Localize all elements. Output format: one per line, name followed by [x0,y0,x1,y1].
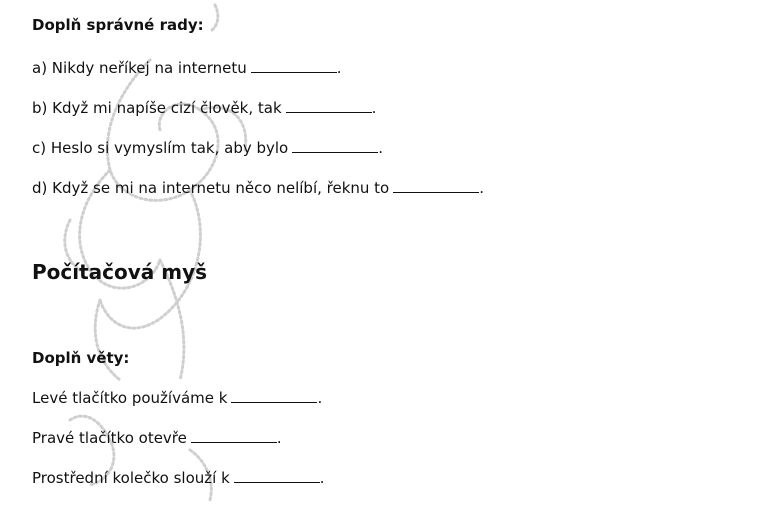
sentence-end: . [317,389,323,407]
section2-instruction: Doplň věty: [32,349,130,367]
sentence-end: . [336,59,342,77]
advice-item [32,178,484,198]
section2-title: Počítačová myš [32,260,208,284]
sentence-end: . [479,179,485,197]
advice-item [32,98,376,118]
advice-item-text: a) Nikdy neříkej na internetu [32,59,247,77]
sentence-end: . [378,139,384,157]
advice-item-text: b) Když mi napíše cizí člověk, tak [32,99,282,117]
advice-item [32,138,383,158]
sentence-end: . [276,429,282,447]
answer-blank[interactable] [191,428,277,443]
mouse-sentence [32,428,282,448]
answer-blank[interactable] [286,98,372,113]
answer-blank[interactable] [251,58,337,73]
mouse-sentence-text: Prostřední kolečko slouží k [32,469,230,487]
answer-blank[interactable] [292,138,378,153]
mouse-sentence-text: Levé tlačítko používáme k [32,389,228,407]
mouse-sentence-text: Pravé tlačítko otevře [32,429,187,447]
sentence-end: . [319,469,325,487]
answer-blank[interactable] [234,468,320,483]
sentence-end: . [371,99,377,117]
answer-blank[interactable] [393,178,479,193]
advice-item-text: c) Heslo si vymyslím tak, aby bylo [32,139,289,157]
answer-blank[interactable] [231,388,317,403]
advice-item-text: d) Když se mi na internetu něco nelíbí, řeknu to [32,179,390,197]
advice-item [32,58,342,78]
section1-instruction: Doplň správné rady: [32,16,204,34]
mouse-sentence [32,468,325,488]
mouse-sentence [32,388,322,408]
